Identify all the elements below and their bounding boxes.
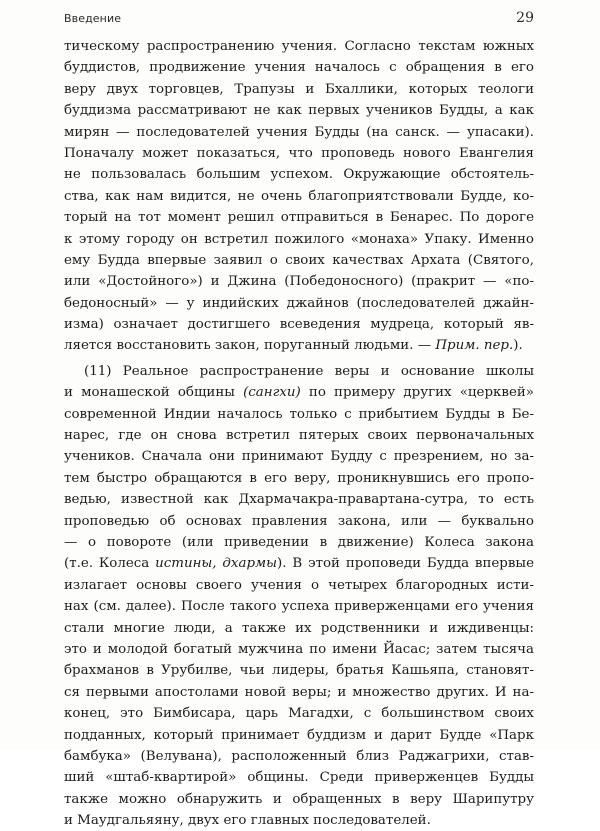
page-number: 29 <box>516 10 534 26</box>
text-line <box>64 335 534 356</box>
page-header <box>64 10 534 30</box>
text-line: (11) Реальное распространение веры и основание школы <box>84 363 534 379</box>
text-line: тем быстро обращаются в его веру, проникнувшись его пропо- <box>64 470 534 486</box>
text-line: бедоносный» — у индийских джайнов (последователей джайн- <box>64 295 534 311</box>
text-line: ся первыми апостолами новой веры; и множество других. И на- <box>64 684 534 700</box>
text-segment: ляется восстановить закон, поруганный людьми. — <box>64 338 436 354</box>
text-line: бамбука» (Велувана), расположенный близ Раджагрихи, став- <box>64 748 534 764</box>
text-line: ший «штаб-квартирой» общины. Среди приверженцев Будды <box>64 770 534 786</box>
text-line: мирян — последователей учения Будды (на санск. — упасаки). <box>64 124 534 140</box>
text-line: торый на тот момент решил отправиться в Бенарес. По дороге <box>64 210 534 226</box>
text-line: не пользовалась большим успехом. Окружающие обстоятель- <box>64 167 534 183</box>
text-line <box>64 553 534 574</box>
text-line: учеников. Сначала они принимают Будду с презрением, но за- <box>64 449 534 465</box>
text-segment: по примеру других «церквей» <box>300 385 534 401</box>
text-line: также можно обнаружить и обращенных в веру Шарипутру <box>64 791 534 807</box>
text-line: современной Индии началось только с прибытием Будды в Бе- <box>64 406 534 422</box>
text-line: буддистов, продвижение учения началось с обращения в его <box>64 60 534 76</box>
text-line: изма) означает достигшего всеведения мудреца, который яв- <box>64 317 534 333</box>
text-line: веру двух торговцев, Трапузы и Бхаллики, которых теологи <box>64 81 534 97</box>
text-segment: ). В этой проповеди Будда впервые <box>277 556 534 572</box>
text-line: — о повороте (или приведении в движение) Колеса закона <box>64 534 534 550</box>
body-text <box>64 36 534 831</box>
text-line <box>64 382 534 403</box>
text-line: проповедью об основах правления закона, или — буквально <box>64 513 534 529</box>
italic-term: (сангхи) <box>243 385 301 401</box>
text-line: излагает основы своего учения о четырех благородных исти- <box>64 577 534 593</box>
text-line: стали многие люди, а также их родственники и иждивенцы: <box>64 620 534 636</box>
text-line: и Маудгальяяну, двух его главных последователей. <box>64 813 431 829</box>
text-line: к этому городу он встретил пожилого «монаха» Упаку. Именно <box>64 231 534 247</box>
translator-note-label: Прим. пер. <box>435 338 514 354</box>
running-head: Введение <box>64 12 122 25</box>
text-line: подданных, который принимает буддизм и дарит Будде «Парк <box>64 727 534 743</box>
text-line: нах (см. далее). После такого успеха приверженцами его учения <box>64 599 534 615</box>
italic-term: истины, дхармы <box>155 556 278 572</box>
text-line: ведью, известной как Дхармачакра-правартана-сутра, то есть <box>64 492 534 508</box>
text-line: ему Будда впервые заявил о своих качествах Архата (Святого, <box>64 252 534 268</box>
text-line: тическому распространению учения. Согласно текстам южных <box>64 39 534 54</box>
text-segment: (т.е. Колеса <box>64 556 156 572</box>
text-segment: ). <box>513 338 523 354</box>
text-line: буддизма рассматривают не как первых учеников Будды, а как <box>64 103 534 119</box>
text-line: конец, это Бимбисара, царь Магадхи, с большинством своих <box>64 706 534 722</box>
text-line: или «Достойного») и Джина (Победоносного) (пракрит — «по- <box>64 274 534 290</box>
text-line: брахманов в Урубилве, чьи лидеры, братья Кашьяпа, становят- <box>64 663 534 679</box>
text-segment: и монашеской общины <box>64 385 244 401</box>
text-line: Поначалу может показаться, что проповедь нового Евангелия <box>64 145 534 161</box>
text-line: нарес, где он снова встретил пятерых своих первоначальных <box>64 428 534 444</box>
text-line: ства, как нам видится, не очень благоприятствовали Будде, ко- <box>64 188 534 204</box>
text-line: это и молодой богатый мужчина по имени Йасас; затем тысяча <box>64 641 534 657</box>
